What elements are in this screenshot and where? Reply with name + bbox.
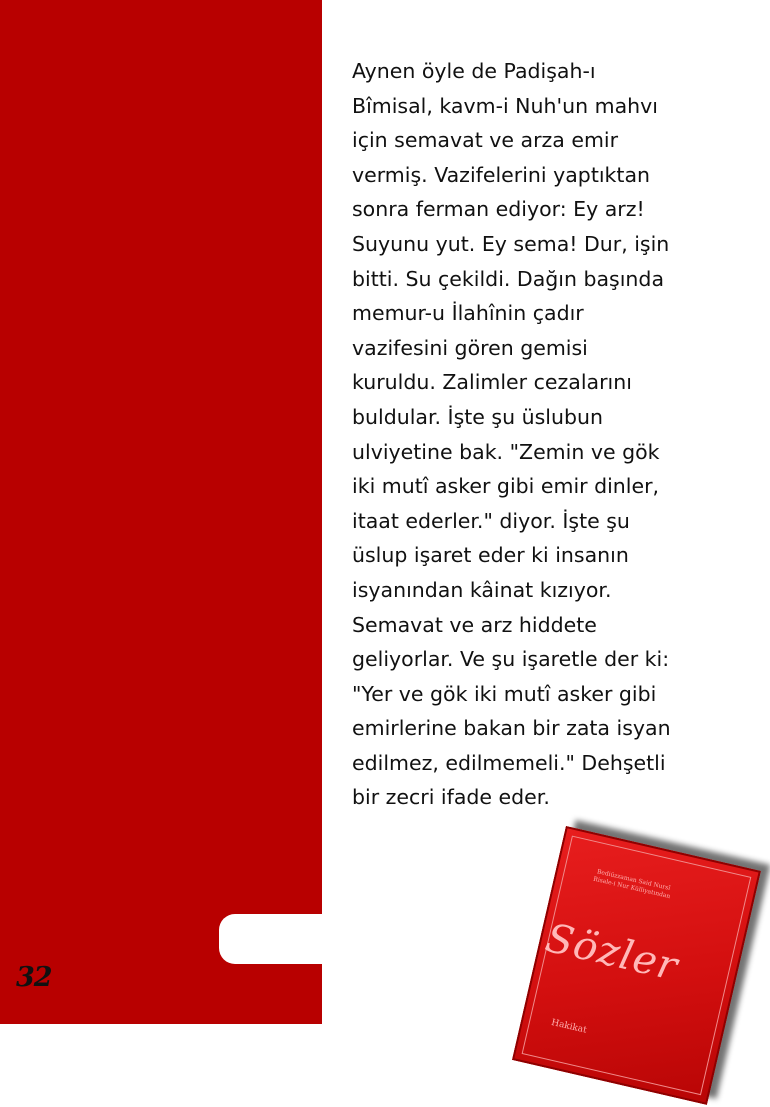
book-subtitle: Bediüzzaman Said Nursî Risale-i Nur Külliyatından — [592, 868, 671, 901]
page-tab — [219, 914, 322, 964]
book-cover-image — [512, 826, 761, 1105]
book-bottom-text: Hakikat — [550, 1017, 588, 1036]
red-side-band — [0, 0, 322, 1024]
book-title: Sözler — [541, 915, 683, 991]
page-number: 32 — [16, 962, 52, 993]
body-paragraph: Aynen öyle de Padişah-ı Bîmisal, kavm-i Nuh'un mahvı için semavat ve arza emir vermiş. Vazifelerini yaptıktan sonra ferman ediyor: Ey arz! Suyunu yut. Ey sema! Dur, işin bitti. Su çekildi. Dağın başında memur-u İlahînin çadır vazifesini gören gemisi kuruldu. Zalimler cezalarını buldular. İşte şu üslubun ulviyetine bak. "Zemin ve gök iki mutî asker gibi emir dinler, itaat ederler." diyor. İşte şu üslup işaret eder ki insanın isyanından kâinat kızıyor. Semavat ve arz hiddete geliyorlar. Ve şu işaretle der ki: "Yer ve gök iki mutî asker gibi emirlerine bakan bir zata isyan edilmez, edilmemeli." Dehşetli bir zecri ifade eder. — [352, 59, 671, 810]
